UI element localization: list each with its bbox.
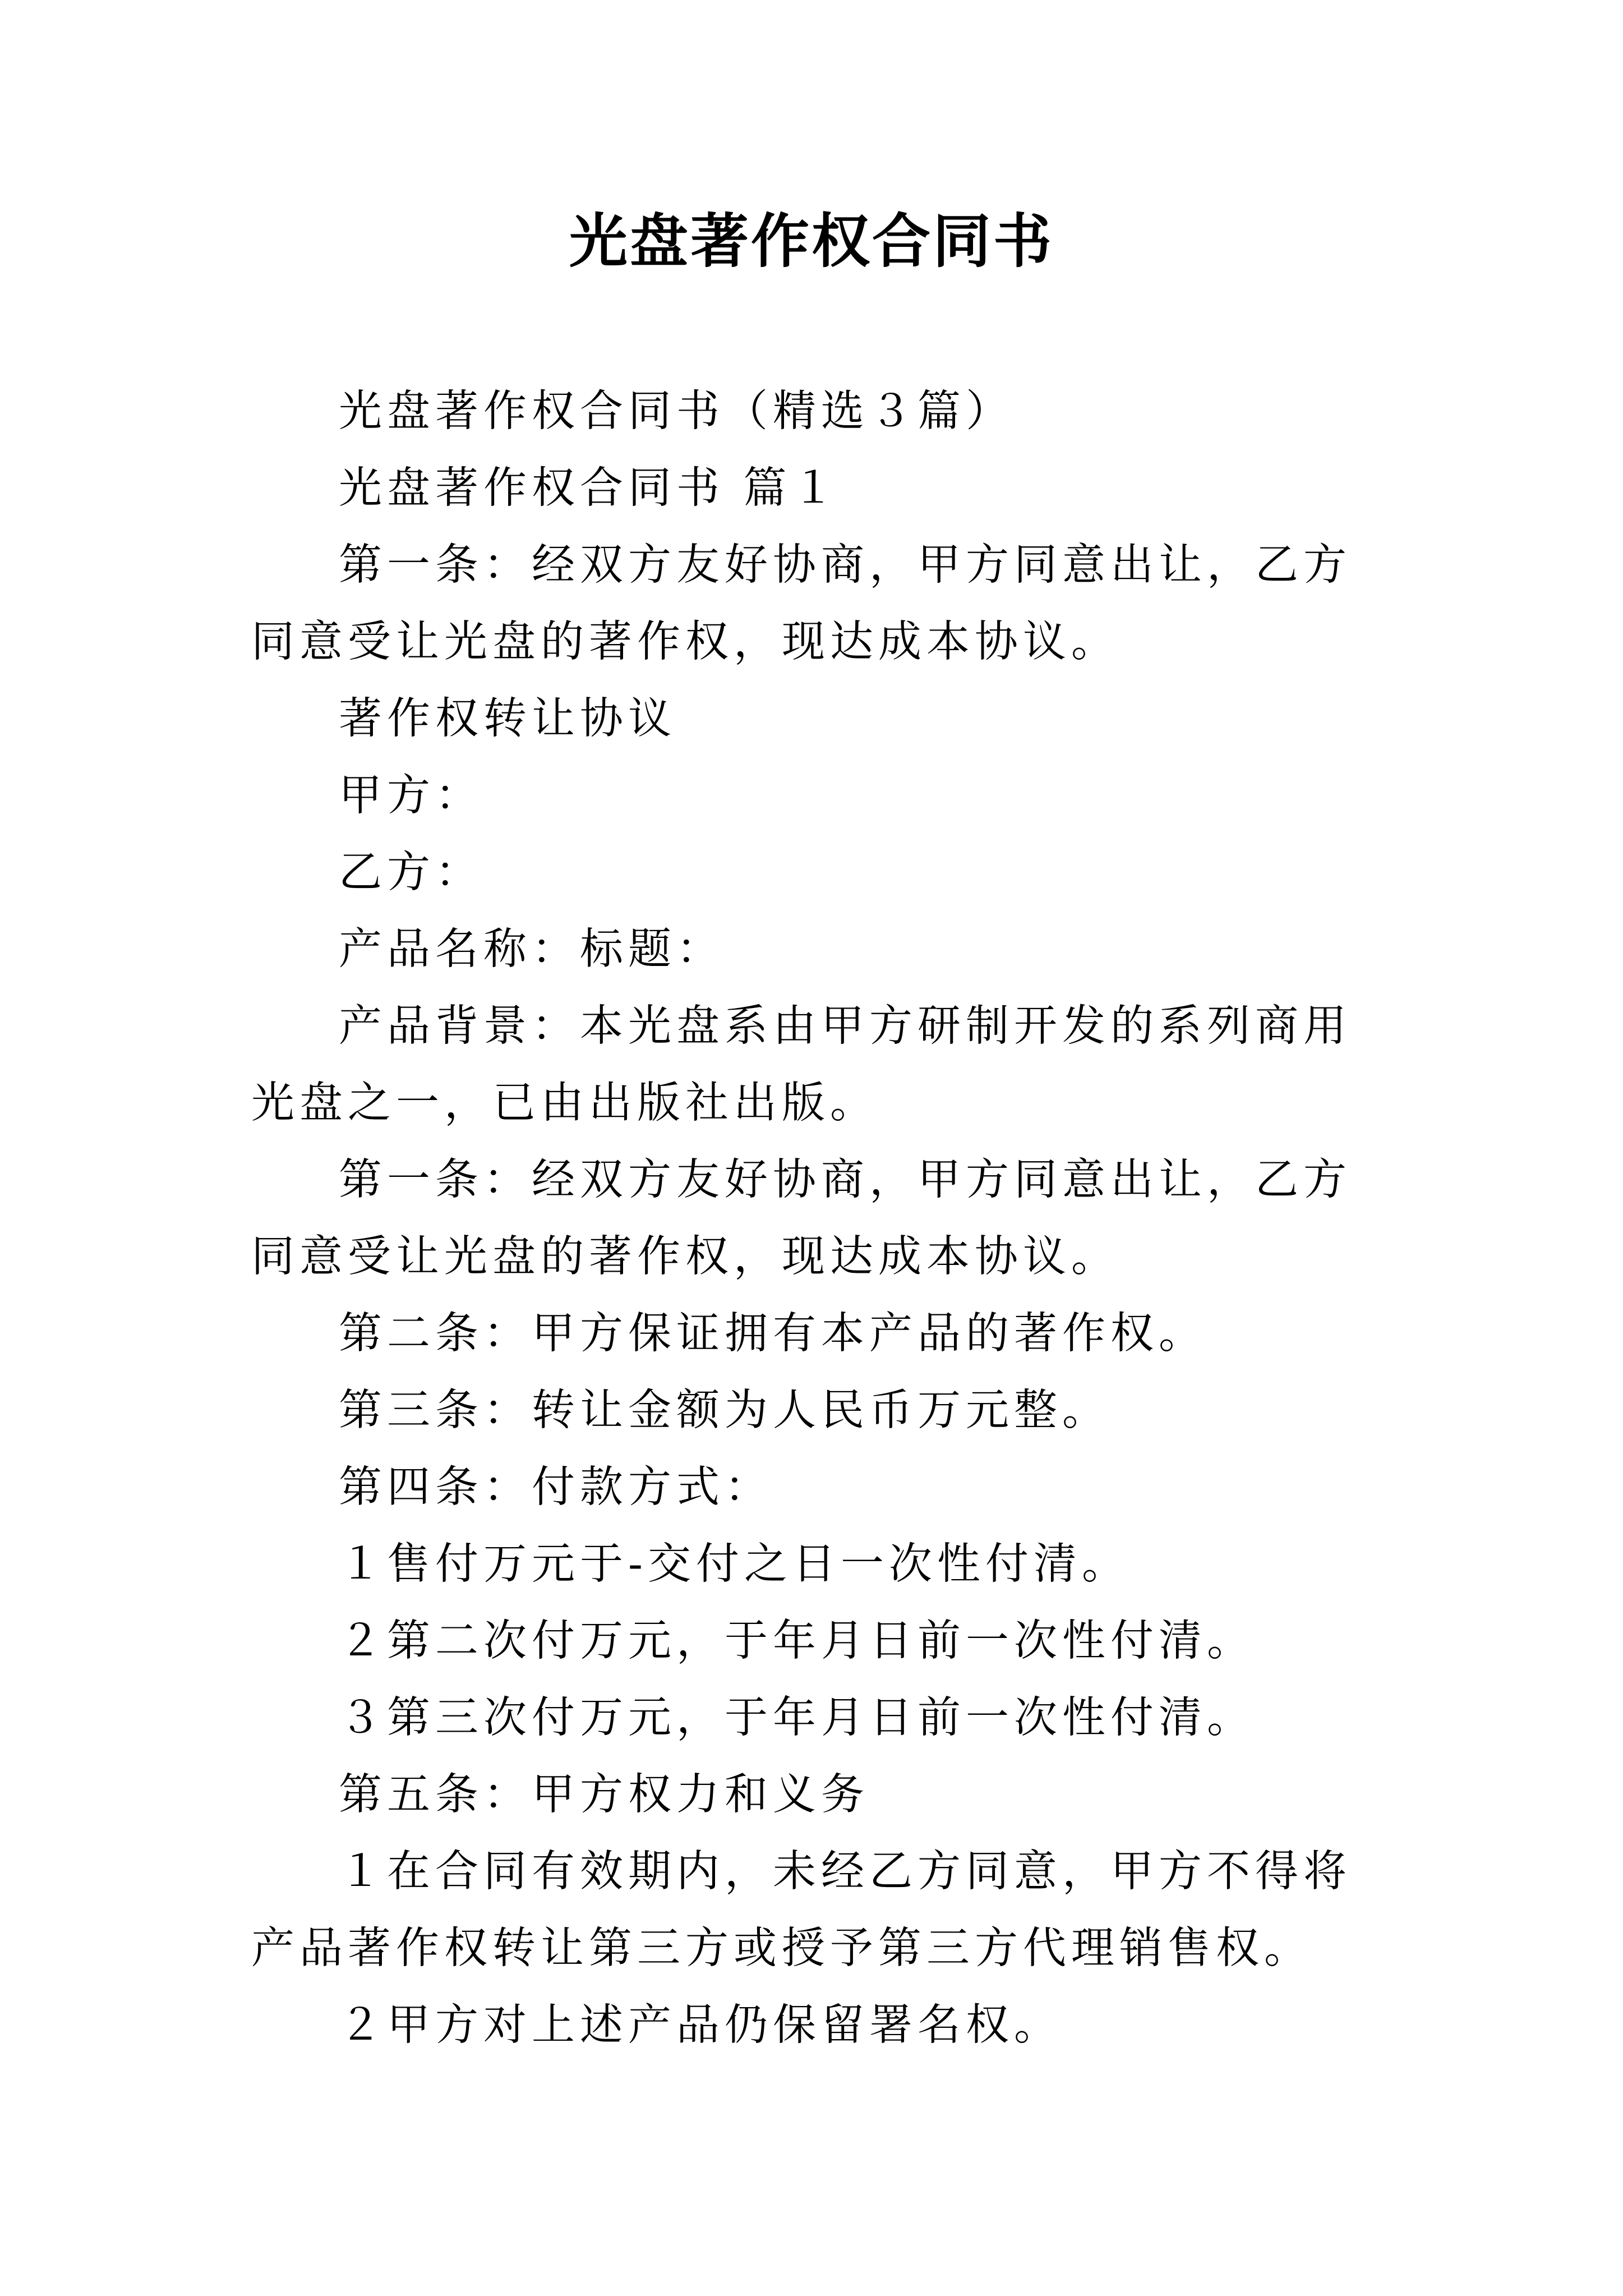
paragraph: 产品名称：标题： — [339, 924, 725, 974]
paragraph: 第一条：经双方友好协商，甲方同意出让，乙方同意受让光盘的著作权，现达成本协议。 — [251, 1155, 1352, 1282]
paragraph: 第一条：经双方友好协商，甲方同意出让，乙方同意受让光盘的著作权，现达成本协议。 — [251, 540, 1352, 667]
paragraph: ２甲方对上述产品仍保留署名权。 — [339, 2000, 1062, 2050]
paragraph: 著作权转让协议 — [339, 694, 676, 744]
document-title: 光盘著作权合同书 — [569, 206, 1054, 275]
paragraph: ２第二次付万元，于年月日前一次性付清。 — [339, 1616, 1255, 1666]
paragraph: 第五条：甲方权力和义务 — [339, 1770, 869, 1820]
paragraph: １售付万元于-交付之日一次性付清。 — [339, 1539, 1131, 1589]
paragraph: 乙方： — [339, 848, 483, 898]
paragraph: 第三条：转让金额为人民币万元整。 — [339, 1386, 1110, 1435]
paragraph: 甲方： — [339, 771, 483, 821]
document-body — [251, 373, 1390, 2064]
paragraph: 产品背景：本光盘系由甲方研制开发的系列商用光盘之一，已由出版社出版。 — [251, 1001, 1352, 1128]
paragraph: １在合同有效期内，未经乙方同意，甲方不得将产品著作权转让第三方或授予第三方代理销售权。 — [251, 1847, 1352, 1973]
paragraph: ３第三次付万元，于年月日前一次性付清。 — [339, 1693, 1255, 1743]
paragraph: 第四条：付款方式： — [339, 1462, 773, 1512]
paragraph-section-heading: 光盘著作权合同书 篇１ — [339, 463, 840, 513]
paragraph: 第二条：甲方保证拥有本产品的著作权。 — [339, 1309, 1207, 1359]
paragraph-subtitle: 光盘著作权合同书（精选３篇） — [339, 386, 1014, 436]
